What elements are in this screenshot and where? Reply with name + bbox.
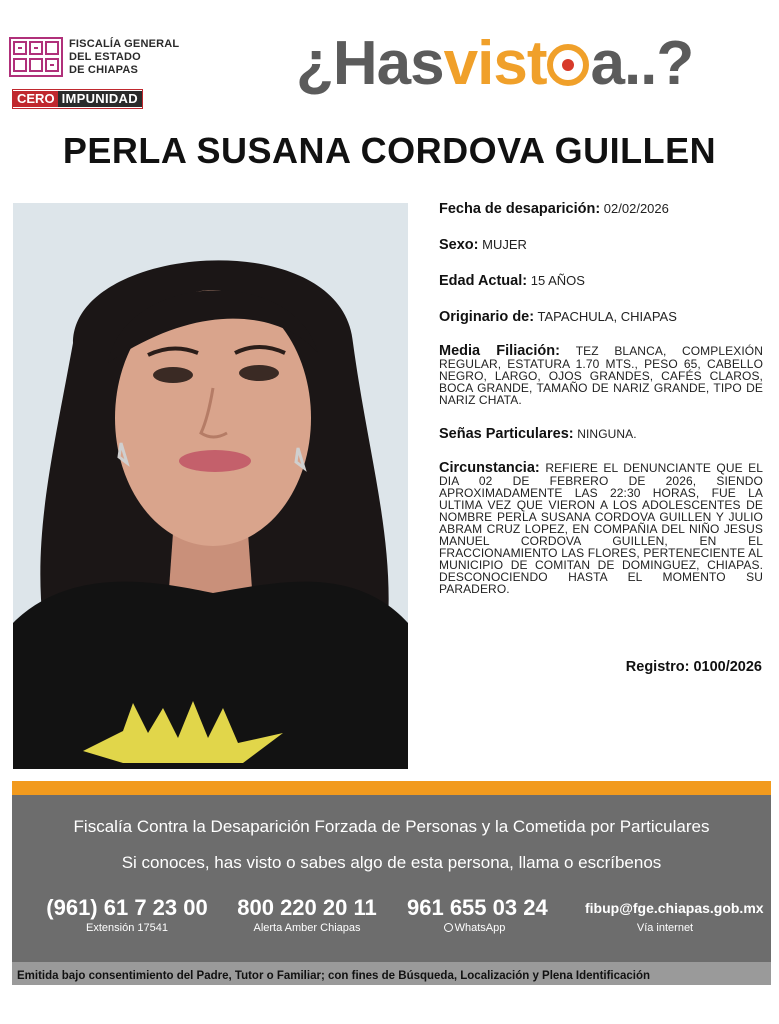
edad-row (439, 273, 763, 289)
person-name: PERLA SUSANA CORDOVA GUILLEN (62, 130, 717, 171)
sexo-row (439, 237, 763, 253)
contact-email-address[interactable]: fibup@fge.chiapas.gob.mx (585, 900, 764, 916)
sexo-label: Sexo: (439, 237, 479, 253)
eye-icon (547, 44, 589, 86)
contact-whatsapp[interactable] (407, 895, 548, 935)
contact-phone-3[interactable]: 961 655 03 24 (407, 895, 548, 920)
contact-phone-3-sub: WhatsApp (454, 922, 506, 934)
person-details (439, 199, 763, 610)
filiacion-value: TEZ BLANCA, COMPLEXIÓN REGULAR, ESTATURA 1.70 MTS., PESO 65, CABELLO NEGRO, LARGO, OJOS GRANDES, CAFÉS CLAROS, BOCA GRANDE, TAMAÑO DE NARIZ GRANDE, TIPO DE NARIZ CHATA. (439, 344, 764, 407)
whatsapp-icon (444, 923, 453, 932)
origen-label: Originario de: (439, 309, 535, 325)
sexo-value: MUJER (482, 237, 527, 252)
filiacion-label: Media Filiación: (439, 343, 560, 359)
contact-phone-2-sub: Alerta Amber Chiapas (253, 922, 361, 934)
registro-number: Registro: 0100/2026 (625, 659, 762, 675)
contact-email-sub: Vía internet (636, 922, 694, 934)
contact-phone-1-sub: Extensión 17541 (86, 922, 168, 934)
badge-impunidad: IMPUNIDAD (58, 91, 142, 107)
agency-name (69, 38, 179, 77)
badge-cero: CERO (13, 91, 58, 107)
senas-row (439, 426, 763, 442)
edad-value: 15 AÑOS (530, 273, 585, 288)
fecha-value: 02/02/2026 (603, 201, 669, 216)
senas-label: Señas Particulares: (439, 426, 574, 442)
edad-label: Edad Actual: (439, 273, 528, 289)
campaign-title (296, 24, 693, 104)
contact-amber-alert[interactable] (232, 895, 382, 935)
footer-panel (12, 795, 771, 985)
campaign-question: ¿ (296, 29, 333, 98)
origen-row (439, 309, 763, 325)
footer-title: Fiscalía Contra la Desaparición Forzada de Personas y la Cometida por Particulares (73, 817, 710, 836)
fecha-label: Fecha de desaparición: (439, 201, 601, 217)
footer-consent-note: Emitida bajo consentimiento del Padre, Tutor o Familiar; con fines de Búsqueda, Localización y Plena Identificación (17, 970, 651, 982)
agency-line-3: DE CHIAPAS (69, 64, 139, 76)
person-photo (13, 203, 408, 769)
fecha-row (439, 201, 763, 217)
footer-accent-bar (12, 781, 771, 795)
agency-line-1: FISCALÍA GENERAL (69, 38, 180, 50)
circunstancia-label: Circunstancia: (439, 460, 540, 476)
contact-phone-fiscalia[interactable] (42, 895, 212, 935)
campaign-tail: a..? (590, 29, 694, 98)
portrait-illustration (13, 203, 408, 769)
contact-phone-1[interactable]: (961) 61 7 23 00 (46, 895, 208, 920)
agency-emblem-icon (9, 37, 63, 77)
origen-value: TAPACHULA, CHIAPAS (537, 309, 677, 324)
agency-logo (9, 37, 189, 109)
footer-call-to-action: Si conoces, has visto o sabes algo de esta persona, llama o escríbenos (121, 853, 662, 872)
filiacion-row (439, 344, 763, 406)
contact-phone-2[interactable]: 800 220 20 11 (237, 895, 377, 920)
circunstancia-value: REFIERE EL DENUNCIANTE QUE EL DIA 02 DE FEBRERO DE 2026, SIENDO APROXIMADAMENTE LAS 22:30 HORAS, FUE LA ULTIMA VEZ QUE VIERON A LOS ADOLESCENTES DE NOMBRE PERLA SUSANA CORDOVA GUILLEN Y JULIO ABRAM CRUZ LOPEZ, EN COMPAÑIA DEL NIÑO JESUS MANUEL CORDOVA GUILLEN, EN EL FRACCIONAMIENTO LAS FLORES, PERTENECIENTE AL MUNICIPIO DE COMITAN DE DOMINGUEZ, CHIAPAS. DESCONOCIENDO HASTA EL MOMENTO SU PARADERO. (439, 461, 763, 596)
agency-line-2: DEL ESTADO (69, 51, 141, 63)
contact-phone-3-sub-wrap (407, 921, 542, 935)
campaign-vist: vist (443, 29, 547, 98)
senas-value: NINGUNA. (577, 427, 637, 441)
circunstancia-row (439, 461, 763, 595)
campaign-has: Has (332, 29, 444, 98)
cero-impunidad-badge (12, 89, 143, 109)
contact-email[interactable] (585, 895, 764, 935)
